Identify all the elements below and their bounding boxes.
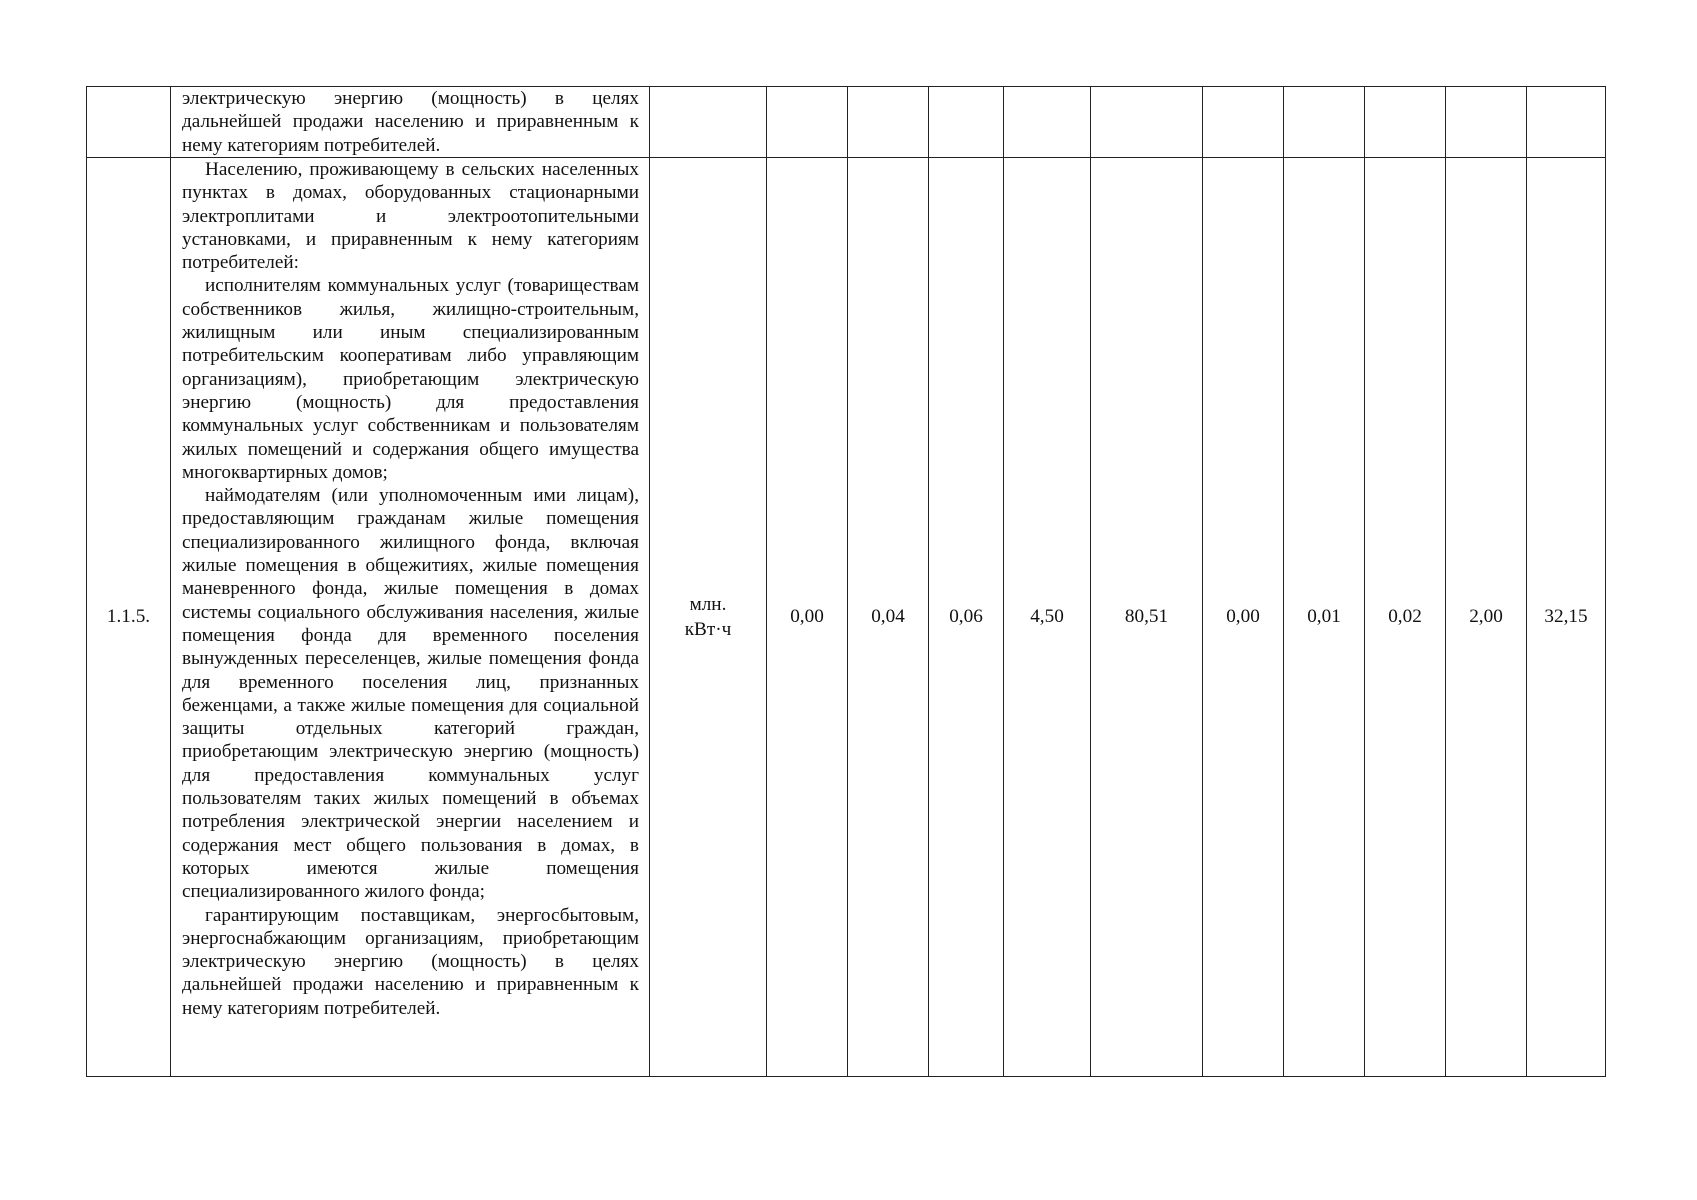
value-cell: 80,51 [1091, 158, 1203, 1077]
row-number-cell: 1.1.5. [87, 158, 171, 1077]
value-cell: 0,06 [929, 158, 1004, 1077]
unit-line: кВт·ч [684, 619, 732, 640]
value-cell: 0,01 [1284, 158, 1365, 1077]
value-cell [1365, 87, 1446, 158]
tariff-table [86, 86, 1606, 1077]
row-number-cell [87, 87, 171, 158]
value-cell: 0,00 [767, 158, 848, 1077]
description-paragraph: исполнителям коммунальных услуг (товариществам собственников жилья, жилищно-строительным, жилищным или иным специализированным потребительским кооперативам либо управляющим организациям), приобретающим электрическую энергию (мощность) для предоставления коммунальных услуг собственникам и пользователям жилых помещений и содержания общего имущества многоквартирных домов; [182, 275, 639, 483]
unit-line: млн. [689, 594, 727, 615]
value-cell: 4,50 [1004, 158, 1091, 1077]
value-cell [1284, 87, 1365, 158]
value-cell [1203, 87, 1284, 158]
unit-cell [650, 158, 767, 1077]
value-cell: 32,15 [1527, 158, 1606, 1077]
value-cell [929, 87, 1004, 158]
description-paragraph: наймодателям (или уполномоченным ими лицам), предоставляющим гражданам жилые помещения специализированного жилищного фонда, включая жилые помещения в общежитиях, жилые помещения маневренного фонда, жилые помещения в домах системы социального обслуживания населения, жилые помещения фонда для временного поселения вынужденных переселенцев, жилые помещения фонда для временного поселения лиц, признанных беженцами, а также жилые помещения для социальной защиты отдельных категорий граждан, приобретающим электрическую энергию (мощность) для предоставления коммунальных услуг пользователям таких жилых помещений в объемах потребления электрической энергии населением и содержания мест общего пользования в домах, в которых имеются жилые помещения специализированного жилого фонда; [182, 485, 639, 903]
value-cell: 0,02 [1365, 158, 1446, 1077]
row-description-cell [171, 87, 650, 158]
value-cell [1091, 87, 1203, 158]
table-row [87, 158, 1606, 1077]
value-cell [848, 87, 929, 158]
description-paragraph: гарантирующим поставщикам, энергосбытовым, энергоснабжающим организациям, приобретающим электрическую энергию (мощность) в целях дальнейшей продажи населению и приравненным к нему категориям потребителей. [182, 904, 639, 1019]
unit-cell [650, 87, 767, 158]
value-cell [1004, 87, 1091, 158]
row-description-cell [171, 158, 650, 1077]
description-paragraph: Населению, проживающему в сельских населенных пунктах в домах, оборудованных стационарными электроплитами и электроотопительными установками, и приравненным к нему категориям потребителей: [182, 159, 639, 274]
value-cell: 0,04 [848, 158, 929, 1077]
value-cell: 0,00 [1203, 158, 1284, 1077]
value-cell [767, 87, 848, 158]
value-cell: 2,00 [1446, 158, 1527, 1077]
value-cell [1527, 87, 1606, 158]
table-row [87, 87, 1606, 158]
description-paragraph: электрическую энергию (мощность) в целях дальнейшей продажи населению и приравненным к нему категориям потребителей. [182, 88, 639, 156]
value-cell [1446, 87, 1527, 158]
